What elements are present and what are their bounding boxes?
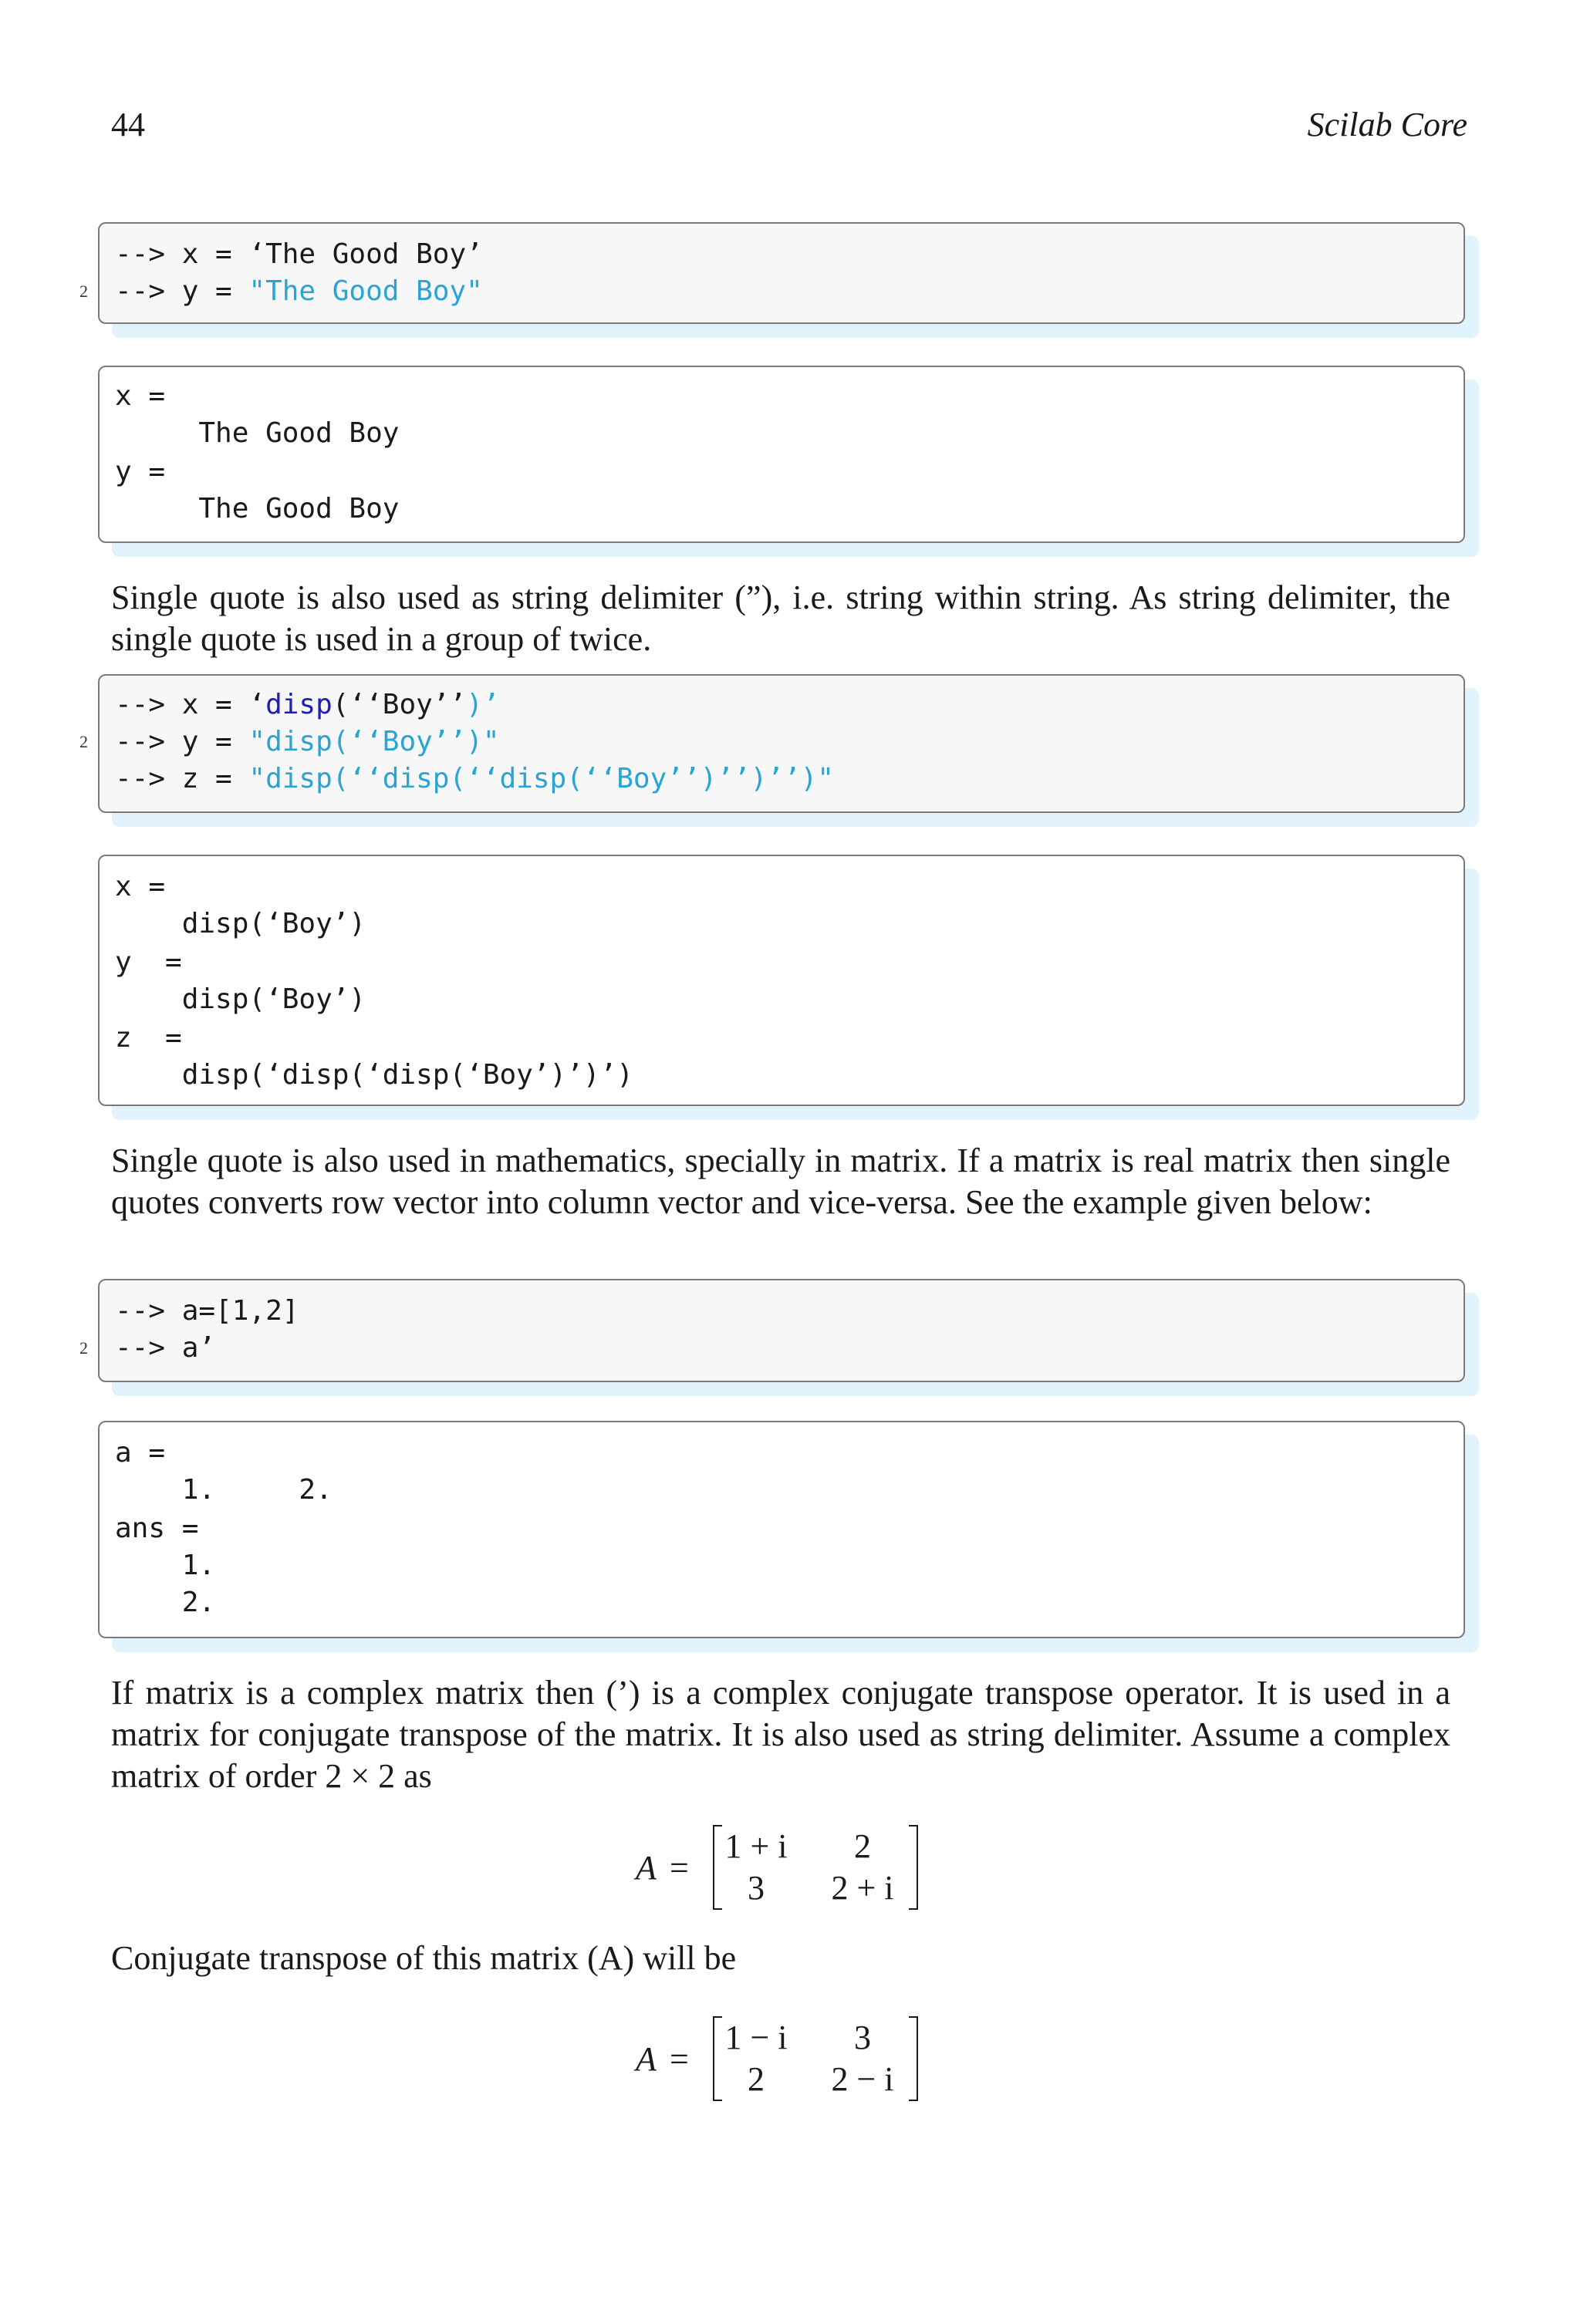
- output-line: disp(‘disp(‘disp(‘Boy’)’)’): [115, 1059, 633, 1091]
- matrix-equation-1: [633, 1822, 941, 1914]
- matrix-lhs: A: [636, 1849, 657, 1887]
- code-line: --> a=[1,2]: [115, 1295, 299, 1327]
- code-block-1: [79, 222, 1465, 324]
- matrix-cell: 2 − i: [831, 2060, 894, 2098]
- right-bracket: [909, 1825, 918, 1910]
- equals-sign: =: [670, 1849, 689, 1887]
- paragraph: Single quote is also used as string delimiter (”), i.e. string within string. As string delimiter, the single quote is used in a group of twice.: [111, 578, 1450, 658]
- code-block-3: [79, 1279, 1465, 1382]
- matrix-cell: 1 + i: [724, 1827, 788, 1865]
- output-line: disp(‘Boy’): [115, 908, 366, 939]
- code-line: --> x = ‘The Good Boy’: [115, 238, 483, 270]
- code-line: --> z = "disp(‘‘disp(‘‘disp(‘‘Boy’’)’’)’’)": [115, 763, 834, 794]
- matrix-cell: 2 + i: [831, 1869, 894, 1907]
- line-number: 2: [79, 282, 88, 301]
- running-title: Scilab Core: [1307, 106, 1467, 143]
- output-block-2: [98, 855, 1465, 1106]
- output-line: 1. 2.: [115, 1474, 333, 1506]
- output-line: y =: [115, 456, 166, 487]
- output-line: 2.: [115, 1587, 216, 1618]
- output-line: disp(‘Boy’): [115, 983, 366, 1015]
- paragraph: Conjugate transpose of this matrix (A) will be: [111, 1939, 737, 1977]
- code-line: --> y = "The Good Boy": [115, 275, 483, 307]
- paragraph: Single quote is also used in mathematics, specially in matrix. If a matrix is real matrix then single quotes converts row vector into column vector and vice-versa. See the example given below:: [111, 1142, 1450, 1221]
- matrix-cell: 2: [748, 2060, 765, 2098]
- output-line: The Good Boy: [115, 493, 400, 525]
- output-block-1: [98, 366, 1465, 543]
- code-line: --> a’: [115, 1332, 216, 1364]
- output-line: The Good Boy: [115, 417, 400, 449]
- output-line: y =: [115, 946, 182, 978]
- line-number: 2: [79, 732, 88, 751]
- paragraph: If matrix is a complex matrix then (’) is a complex conjugate transpose operator. It is used in a matrix for conjugate transpose of the matrix. It is also used as string delimiter. Assume a complex matrix of order 2 × 2 as: [111, 1674, 1450, 1795]
- page-number: 44: [111, 106, 145, 143]
- code-line: --> y = "disp(‘‘Boy’’)": [115, 726, 500, 757]
- output-line: x =: [115, 871, 166, 902]
- code-block-2: [79, 674, 1465, 813]
- matrix-cell: 3: [854, 2019, 871, 2056]
- code-line: --> x = ‘disp(‘‘Boy’’)’: [115, 689, 500, 720]
- matrix-lhs: A: [636, 2040, 657, 2078]
- output-line: a =: [115, 1437, 166, 1469]
- matrix-cell: 3: [748, 1869, 765, 1907]
- right-bracket: [909, 2016, 918, 2101]
- equals-sign: =: [670, 2040, 689, 2078]
- matrix-cell: 1 − i: [724, 2019, 788, 2056]
- line-number: 2: [79, 1338, 88, 1358]
- output-line: z =: [115, 1022, 182, 1054]
- output-line: x =: [115, 380, 166, 412]
- output-block-3: [98, 1421, 1465, 1638]
- output-line: ans =: [115, 1513, 199, 1544]
- matrix-cell: 2: [854, 1827, 871, 1865]
- matrix-equation-2: [633, 2013, 941, 2106]
- output-line: 1.: [115, 1550, 216, 1581]
